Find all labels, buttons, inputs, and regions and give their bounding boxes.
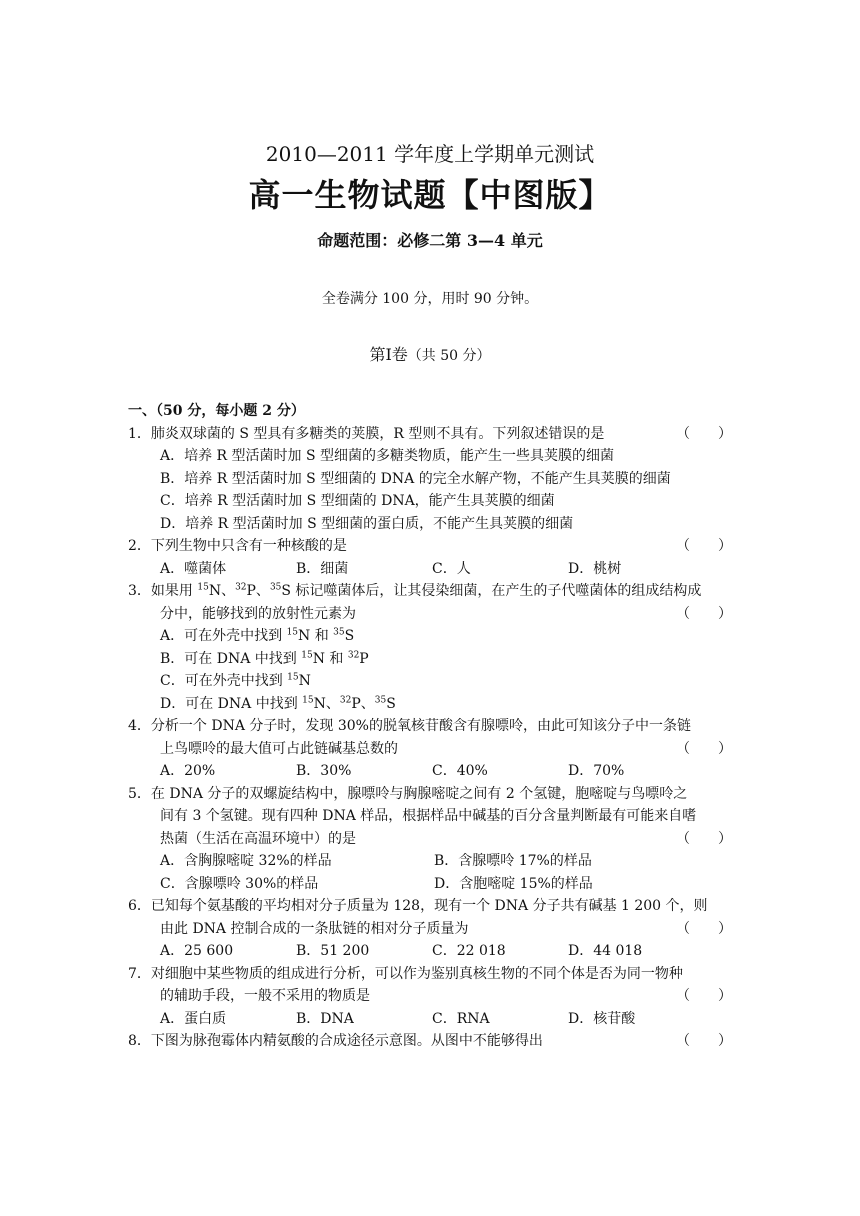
question-4-stem-cont: 上鸟嘌呤的最大值可占此链碱基总数的 （ ） (128, 738, 732, 761)
question-5-stem-cont: 间有 3 个氢键。现有四种 DNA 样品，根据样品中碱基的百分含量判断最有可能来自嗜 (160, 808, 697, 824)
question-4-stem: 4．分析一个 DNA 分子时，发现 30%的脱氧核苷酸含有腺嘌呤，由此可知该分子中一条链 (128, 718, 691, 734)
question-3-stem: 3．如果用 $^{15}$N、$^{32}$P、$^{35}$S 标记噬菌体后，让其侵染细菌，在产生的子代噬菌体的组成结构成 (128, 582, 702, 599)
answer-blank: （ ） (676, 605, 732, 622)
option: C．培养 R 型活菌时加 S 型细菌的 DNA，能产生具荚膜的细菌 (160, 493, 555, 509)
answer-blank: （ ） (676, 740, 732, 757)
answer-blank: （ ） (676, 1033, 732, 1049)
option: B．30% (296, 763, 352, 779)
option: C．40% (432, 763, 488, 779)
exam-scope: 命题范围：必修二第 3—4 单元 (317, 231, 543, 250)
answer-blank: （ ） (676, 425, 732, 442)
exam-subtitle: 2010—2011 学年度上学期单元测试 (265, 142, 595, 166)
answer-blank: （ ） (676, 830, 732, 847)
part-score: （共 50 分） (407, 348, 491, 364)
option: A．噬菌体 (160, 560, 227, 577)
option: B．含腺嘌呤 17%的样品 (434, 853, 592, 869)
options-row (128, 850, 732, 873)
option: A．可在外壳中找到 $^{15}$N 和 $^{35}$S (160, 627, 355, 644)
question-8-stem: 8．下图为脉孢霉体内精氨酸的合成途径示意图。从图中不能够得出 （ ） (128, 1030, 732, 1053)
question-6-stem: 6．已知每个氨基酸的平均相对分子质量为 128，现有一个 DNA 分子共有碱基 1 200 个，则 (128, 898, 708, 914)
question-5-stem-cont: 热菌（生活在高温环境中）的是 （ ） (128, 828, 732, 851)
answer-blank: （ ） (676, 988, 732, 1004)
option: C．RNA (432, 1010, 490, 1027)
option: A．25 600 (160, 943, 234, 959)
option: B．可在 DNA 中找到 $^{15}$N 和 $^{32}$P (160, 649, 369, 667)
option: D．含胞嘧啶 15%的样品 (434, 875, 593, 892)
option: B．DNA (296, 1010, 354, 1027)
question-2-stem: 2．下列生物中只含有一种核酸的是 （ ） (128, 535, 732, 558)
exam-title: 高一生物试题【中图版】 (248, 176, 612, 214)
option: D．培养 R 型活菌时加 S 型细菌的蛋白质，不能产生具荚膜的细菌 (160, 515, 574, 532)
options-row (128, 760, 732, 783)
question-1-stem: 1．肺炎双球菌的 S 型具有多糖类的荚膜，R 型则不具有。下列叙述错误的是 （ ） (128, 423, 732, 446)
option: B．51 200 (296, 943, 370, 959)
option: C．22 018 (432, 943, 506, 959)
option: A．蛋白质 (160, 1010, 227, 1027)
question-7-stem: 7．对细胞中某些物质的组成进行分析，可以作为鉴别真核生物的不同个体是否为同一物种 (128, 965, 683, 982)
question-6-stem-cont: 由此 DNA 控制合成的一条肽链的相对分子质量为 （ ） (128, 918, 732, 941)
option: D．核苷酸 (568, 1010, 636, 1027)
question-3-stem-cont: 分中，能够找到的放射性元素为 （ ） (128, 603, 732, 626)
options-row (128, 558, 732, 581)
option: C．含腺嘌呤 30%的样品 (160, 875, 319, 892)
question-body (128, 400, 732, 1053)
option: A．20% (160, 763, 216, 779)
option: D．可在 DNA 中找到 $^{15}$N、$^{32}$P、$^{35}$S (160, 694, 396, 712)
options-row (128, 1008, 732, 1031)
question-5-stem: 5．在 DNA 分子的双螺旋结构中，腺嘌呤与胸腺嘧啶之间有 2 个氢键，胞嘧啶与鸟嘌呤之 (128, 785, 688, 802)
section-heading: 一、（50 分，每小题 2 分） (128, 403, 305, 419)
answer-blank: （ ） (676, 920, 732, 937)
option: D．44 018 (568, 943, 643, 959)
option: D．桃树 (568, 560, 622, 577)
option: A．培养 R 型活菌时加 S 型细菌的多糖类物质，能产生一些具荚膜的细菌 (160, 448, 615, 464)
part-heading (0, 342, 860, 365)
question-7-stem-cont: 的辅助手段，一般不采用的物质是 （ ） (128, 985, 732, 1008)
option: B．培养 R 型活菌时加 S 型细菌的 DNA 的完全水解产物，不能产生具荚膜的细菌 (160, 470, 671, 487)
exam-note: 全卷满分 100 分，用时 90 分钟。 (321, 291, 539, 307)
options-row (128, 940, 732, 963)
options-row (128, 873, 732, 896)
option: B．细菌 (296, 560, 349, 577)
option: A．含胸腺嘧啶 32%的样品 (160, 853, 332, 869)
answer-blank: （ ） (676, 538, 732, 554)
part-title: 第Ⅰ卷 (369, 345, 408, 364)
option: C．人 (432, 560, 471, 577)
option: C．可在外壳中找到 $^{15}$N (160, 672, 311, 689)
option: D．70% (568, 763, 625, 779)
